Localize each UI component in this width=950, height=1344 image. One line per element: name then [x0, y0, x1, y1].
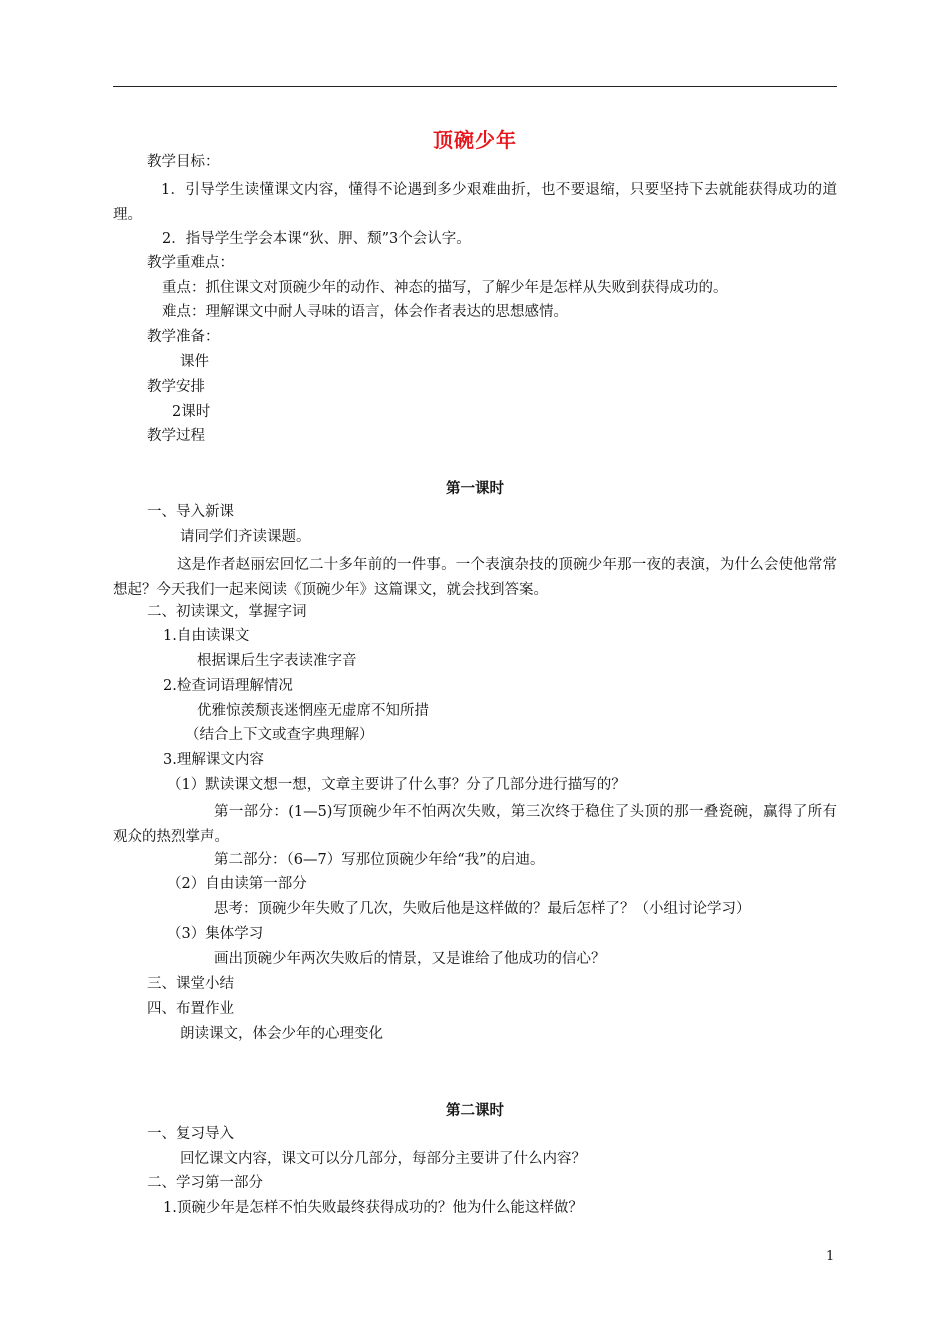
lesson1-section-1a: 请同学们齐读课题。	[180, 529, 311, 545]
lesson1-section-4a: 朗读课文，体会少年的心理变化	[180, 1026, 383, 1042]
lesson1-question-2a: 思考：顶碗少年失败了几次，失败后他是这样做的？最后怎样了？（小组讨论学习）	[214, 901, 751, 917]
lesson1-question-3a: 画出顶碗少年两次失败后的情景，又是谁给了他成功的信心？	[214, 951, 606, 967]
lesson2-item-2-1: 1.顶碗少年是怎样不怕失败最终获得成功的？他为什么能这样做？	[163, 1200, 583, 1216]
key-heading: 教学重难点：	[147, 255, 234, 271]
lesson1-item-2-1a: 根据课后生字表读准字音	[197, 653, 357, 669]
schedule-heading: 教学安排	[147, 379, 205, 395]
lesson1-item-2-1: 1.自由读课文	[163, 628, 250, 644]
lesson1-heading: 第一课时	[446, 480, 504, 497]
key-focus: 重点：抓住课文对顶碗少年的动作、神态的描写，了解少年是怎样从失败到获得成功的。	[162, 280, 728, 296]
page-number: 1	[826, 1249, 835, 1264]
lesson1-section-1: 一、导入新课	[147, 504, 234, 520]
lesson2-section-1a: 回忆课文内容，课文可以分几部分，每部分主要讲了什么内容？	[180, 1151, 586, 1167]
prep-item: 课件	[180, 354, 209, 370]
lesson1-question-3: （3）集体学习	[167, 926, 264, 942]
lesson2-section-2: 二、学习第一部分	[147, 1175, 263, 1191]
lesson2-section-1: 一、复习导入	[147, 1126, 234, 1142]
goals-heading: 教学目标：	[147, 154, 220, 170]
lesson1-question-1: （1）默读课文想一想，文章主要讲了什么事？分了几部分进行描写的？	[167, 777, 626, 793]
key-difficulty: 难点：理解课文中耐人寻味的语言，体会作者表达的思想感情。	[162, 304, 568, 320]
lesson1-item-2-2: 2.检查词语理解情况	[163, 678, 293, 694]
lesson1-section-3: 三、课堂小结	[147, 976, 234, 992]
goal-1: 1．引导学生读懂课文内容，懂得不论遇到多少艰难曲折，也不要退缩，只要坚持下去就能获得成功的道理。	[113, 182, 837, 223]
lesson1-item-2-2b: （结合上下文或查字典理解）	[185, 727, 374, 743]
lesson1-section-2: 二、初读课文，掌握字词	[147, 604, 307, 620]
lesson1-part-1: 第一部分：(1—5)写顶碗少年不怕两次失败，第三次终于稳住了头顶的那一叠瓷碗，赢得了所有观众的热烈掌声。	[113, 804, 837, 845]
schedule-item: 2课时	[172, 404, 211, 420]
prep-heading: 教学准备：	[147, 329, 220, 345]
lesson2-heading: 第二课时	[446, 1102, 504, 1119]
document-title: 顶碗少年	[433, 128, 517, 152]
process-heading: 教学过程	[147, 428, 205, 444]
lesson1-section-1b: 这是作者赵丽宏回忆二十多年前的一件事。一个表演杂技的顶碗少年那一夜的表演，为什么会使他常常想起？今天我们一起来阅读《顶碗少年》这篇课文，就会找到答案。	[113, 557, 837, 598]
goal-2: 2．指导学生学会本课“狄、胛、颓”3个会认字。	[162, 231, 471, 247]
lesson1-item-2-3: 3.理解课文内容	[163, 752, 264, 768]
lesson1-item-2-2a: 优雅惊羡颓丧迷惘座无虚席不知所措	[197, 703, 429, 719]
header-rule	[113, 86, 837, 87]
lesson1-part-2: 第二部分：（6—7）写那位顶碗少年给“我”的启迪。	[214, 852, 545, 868]
lesson1-section-4: 四、布置作业	[147, 1001, 234, 1017]
lesson1-question-2: （2）自由读第一部分	[167, 876, 307, 892]
